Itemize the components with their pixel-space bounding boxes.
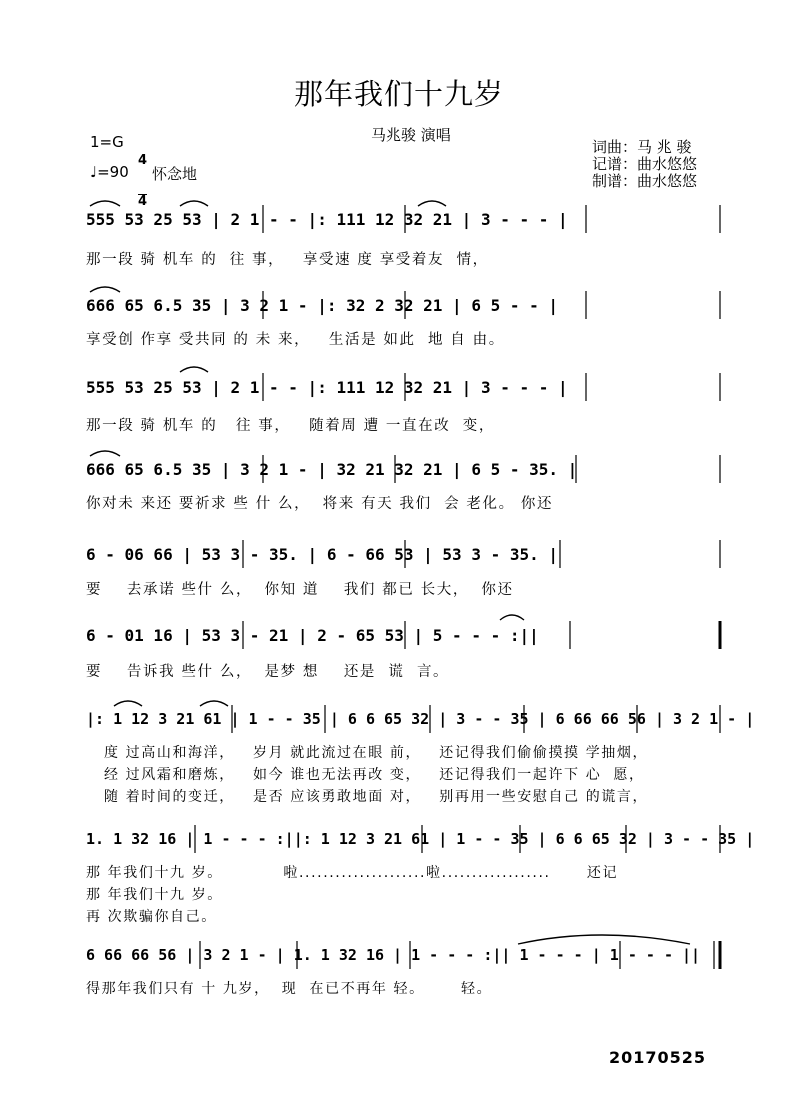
system-1-notes: 555 53 25 53 | 2 1 - - |: 111 12 32 21 | 3 - - - | xyxy=(86,210,568,229)
system-3-lyrics: 那一段 骑 机车 的 往 事， 随着周 遭 一直在改 变， xyxy=(86,418,495,434)
slur-mark xyxy=(90,287,120,292)
system-8-lyrics-verse-2: 那 年我们十九 岁。 xyxy=(86,887,223,903)
system-9-notes: 6 66 66 56 | 3 2 1 - | 1. 1 32 16 | 1 - - - :|| 1 - - - | 1 - - - || xyxy=(86,946,701,964)
system-2-notes: 666 65 6.5 35 | 3 2 1 - |: 32 2 32 21 | 6 5 - - | xyxy=(86,296,559,315)
slur-mark xyxy=(90,451,120,456)
system-7-lyrics-verse-3: 随 着时间的变迁， 是否 应该勇敢地面 对， 别再用一些安慰自己 的谎言， xyxy=(104,789,649,805)
system-8-lyrics-verse-3: 再 次欺骗你自己。 xyxy=(86,909,217,925)
system-5-lyrics: 要 去承诺 些什 么， 你知 道 我们 都已 长大， 你还 xyxy=(86,582,514,598)
credit-transcriber: 记谱：曲水悠悠 xyxy=(592,155,698,173)
credit-engraver: 制谱：曲水悠悠 xyxy=(592,172,698,190)
system-1-lyrics: 那一段 骑 机车 的 往 事， 享受速 度 享受着友 情， xyxy=(86,252,489,268)
slur-mark xyxy=(114,701,142,706)
system-4-notes: 666 65 6.5 35 | 3 2 1 - | 32 21 32 21 | 6 5 - 35. | xyxy=(86,460,578,479)
system-3-notes: 555 53 25 53 | 2 1 - - |: 111 12 32 21 | 3 - - - | xyxy=(86,378,568,397)
time-signature-bottom: 4 xyxy=(138,194,148,209)
system-8-notes: 1. 1 32 16 | 1 - - - :||: 1 12 3 21 61 | 1 - - 35 | 6 6 65 32 | 3 - - 35 | xyxy=(86,830,755,848)
key-signature: 1=G xyxy=(90,133,124,151)
credit-lyricist-composer: 词曲：马 兆 骏 xyxy=(592,138,692,156)
system-8-lyrics-verse-1: 那 年我们十九 岁。 啦.....................啦.................. 还记 xyxy=(86,865,619,881)
score-date: 20170525 xyxy=(608,1048,706,1067)
slur-mark xyxy=(180,201,208,206)
system-6-lyrics: 要 告诉我 些什 么， 是梦 想 还是 谎 言。 xyxy=(86,664,450,680)
performer: 马兆骏 演唱 xyxy=(371,126,451,144)
system-6-notes: 6 - 01 16 | 53 3 - 21 | 2 - 65 53 | 5 - - - :|| xyxy=(86,626,539,645)
song-title: 那年我们十九岁 xyxy=(293,77,504,111)
system-9-lyrics: 得那年我们只有 十 九岁， 现 在已不再年 轻。 轻。 xyxy=(86,981,493,997)
system-5-notes: 6 - 06 66 | 53 3 - 35. | 6 - 66 53 | 53 3 - 35. | xyxy=(86,545,559,564)
slur-mark xyxy=(180,367,208,372)
system-7-notes: |: 1 12 3 21 61 | 1 - - 35 | 6 6 65 32 | 3 - - 35 | 6 66 66 56 | 3 2 1 - | xyxy=(86,710,755,728)
expression-mark: 怀念地 xyxy=(152,165,198,183)
tempo-value: =90 xyxy=(97,163,129,181)
system-7-lyrics-verse-2: 经 过风霜和磨炼， 如今 谁也无法再改 变， 还记得我们一起许下 心 愿， xyxy=(104,767,645,783)
system-2-lyrics: 享受创 作享 受共同 的 未 来， 生活是 如此 地 自 由。 xyxy=(86,332,505,348)
slur-mark xyxy=(90,201,120,206)
system-7-lyrics-verse-1: 度 过高山和海洋， 岁月 就此流过在眼 前， 还记得我们偷偷摸摸 学抽烟， xyxy=(104,745,649,761)
quarter-note-icon: ♩ xyxy=(90,163,98,181)
slur-mark xyxy=(200,701,228,706)
tie-mark xyxy=(518,935,690,944)
slur-mark xyxy=(500,615,524,620)
time-signature-top: 4 xyxy=(138,153,148,168)
system-4-lyrics: 你对未 来还 要祈求 些 什 么， 将来 有天 我们 会 老化。 你还 xyxy=(86,496,554,512)
slur-mark xyxy=(418,201,446,206)
